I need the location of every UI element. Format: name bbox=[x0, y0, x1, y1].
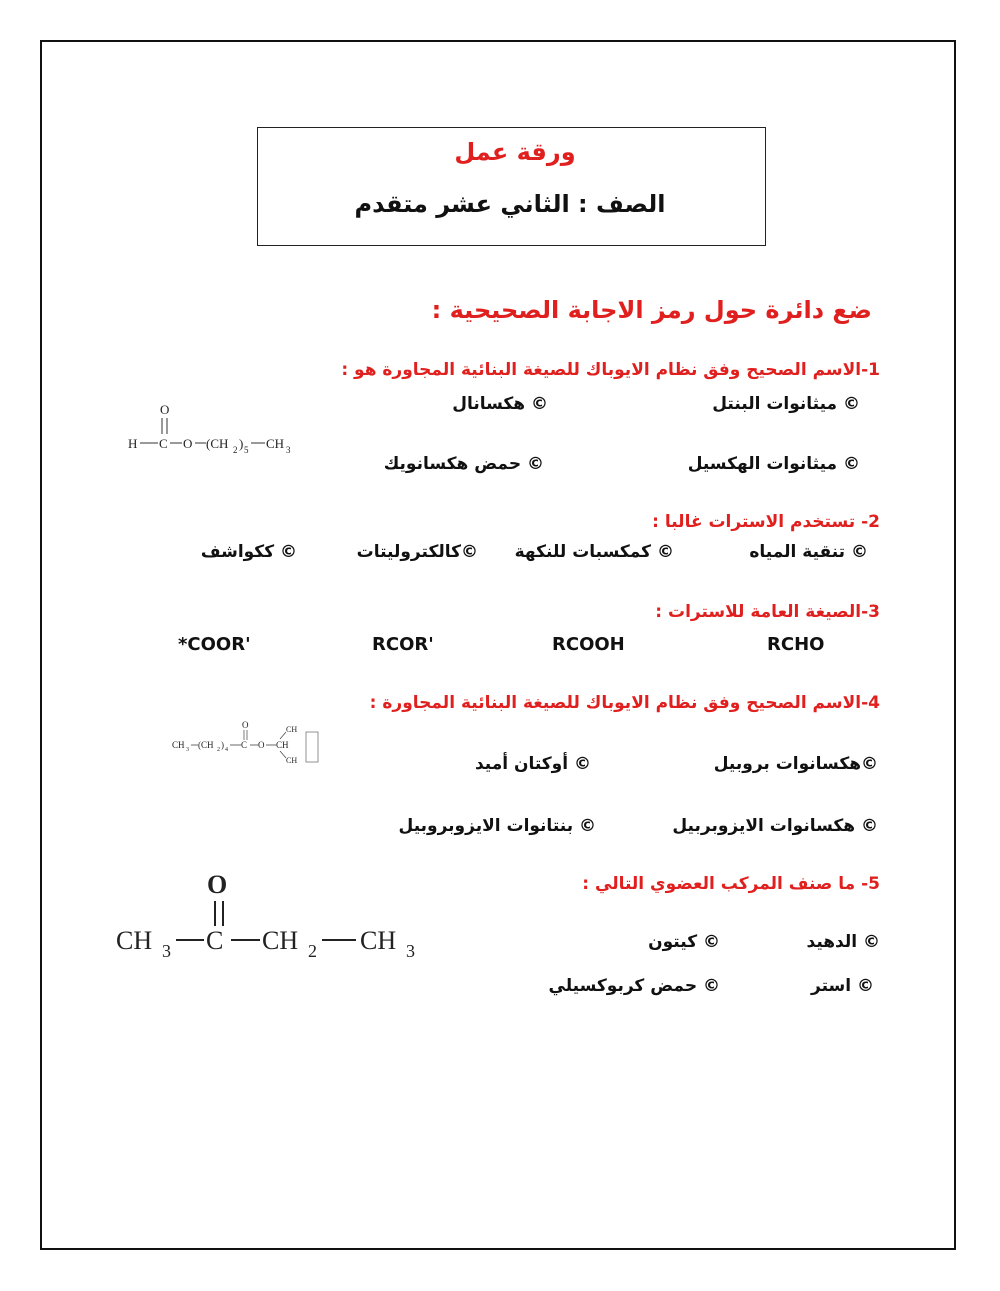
q1-option-d[interactable]: © حمض هكسانويك bbox=[383, 454, 544, 474]
q5-sub-3-right: 3 bbox=[406, 941, 415, 961]
q4-ch2-group: (CH bbox=[198, 740, 214, 750]
q4-atom-o: O bbox=[242, 720, 249, 730]
question-2-text: 2- تستخدم الاسترات غالبا : bbox=[652, 512, 880, 532]
q1-option-b[interactable]: © هكسانال bbox=[452, 394, 548, 414]
q1-atom-o2: O bbox=[183, 436, 193, 451]
svg-text:CH: CH bbox=[286, 725, 298, 734]
question-1-text: 1-الاسم الصحيح وفق نظام الايوباك للصيغة البنائية المجاورة هو : bbox=[341, 360, 880, 380]
q3-option-a[interactable]: RCHO bbox=[767, 634, 825, 655]
svg-text:CH: CH bbox=[286, 756, 298, 765]
q5-option-c[interactable]: © استر bbox=[811, 976, 874, 996]
q1-ch3-group: CH bbox=[266, 436, 285, 451]
q1-structural-formula bbox=[120, 396, 310, 466]
q4-structural-formula bbox=[170, 718, 330, 770]
q5-sub-3-left: 3 bbox=[162, 941, 171, 961]
q3-option-d[interactable]: *COOR' bbox=[178, 634, 251, 655]
q4-option-a[interactable]: ©هكسانوات بروبيل bbox=[713, 754, 878, 774]
q1-sub-2: 2 bbox=[233, 445, 238, 455]
q4-option-b[interactable]: © أوكتان أميد bbox=[474, 754, 591, 774]
q4-atom-c: C bbox=[241, 740, 248, 750]
q1-ch2-group: (CH bbox=[206, 436, 229, 451]
q3-option-b[interactable]: RCOOH bbox=[552, 634, 625, 655]
question-3-text: 3-الصيغة العامة للاسترات : bbox=[655, 602, 880, 622]
q4-ch-group: CH bbox=[276, 740, 289, 750]
q5-sub-2: 2 bbox=[308, 941, 317, 961]
worksheet-title: ورقة عمل bbox=[454, 138, 576, 166]
q3-option-c[interactable]: RCOR' bbox=[372, 634, 434, 655]
q1-sub-3: 3 bbox=[286, 445, 291, 455]
q5-ch2-group: CH bbox=[262, 926, 299, 955]
q4-paren: ) bbox=[221, 740, 224, 750]
q4-ch3-group: CH bbox=[172, 740, 185, 750]
instruction: ضع دائرة حول رمز الاجابة الصحيحية : bbox=[431, 296, 872, 324]
q4-atom-o2: O bbox=[258, 740, 265, 750]
q5-option-d[interactable]: © حمض كربوكسيلي bbox=[548, 976, 720, 996]
q4-option-d[interactable]: © بنتانوات الايزوبروبيل bbox=[398, 816, 596, 836]
q5-atom-o: O bbox=[207, 870, 228, 899]
q2-option-d[interactable]: © ككواشف bbox=[200, 542, 297, 562]
question-4-text: 4-الاسم الصحيح وفق نظام الايوباك للصيغة البنائية المجاورة : bbox=[369, 693, 880, 713]
q1-option-a[interactable]: © ميثانوات البنتل bbox=[712, 394, 860, 414]
q5-option-b[interactable]: © كيتون bbox=[648, 932, 720, 952]
q4-sub-3: 3 bbox=[186, 747, 189, 753]
q1-atom-o: O bbox=[160, 402, 170, 417]
q2-option-c[interactable]: ©كالكتروليتات bbox=[356, 542, 478, 562]
q2-option-b[interactable]: © كمكسبات للنكهة bbox=[514, 542, 674, 562]
q4-option-c[interactable]: © هكسانوات الايزوبربيل bbox=[672, 816, 878, 836]
q4-sub-4: 4 bbox=[225, 747, 228, 753]
q5-ch3-right: CH bbox=[360, 926, 397, 955]
q5-ch3-left: CH bbox=[116, 926, 153, 955]
q1-sub-5: 5 bbox=[244, 445, 249, 455]
q1-atom-h: H bbox=[128, 436, 138, 451]
q1-option-c[interactable]: © ميثانوات الهكسيل bbox=[687, 454, 860, 474]
q2-option-a[interactable]: © تنقية المياه bbox=[749, 542, 868, 562]
grade-label: الصف : الثاني عشر متقدم bbox=[354, 190, 666, 218]
q5-atom-c: C bbox=[206, 926, 224, 955]
q1-paren: ) bbox=[239, 436, 244, 451]
q4-sub-2: 2 bbox=[217, 747, 220, 753]
q5-option-a[interactable]: © الدهيد bbox=[806, 932, 880, 952]
question-5-text: 5- ما صنف المركب العضوي التالي : bbox=[582, 874, 880, 894]
q5-structural-formula bbox=[112, 868, 432, 968]
q1-atom-c: C bbox=[159, 436, 168, 451]
